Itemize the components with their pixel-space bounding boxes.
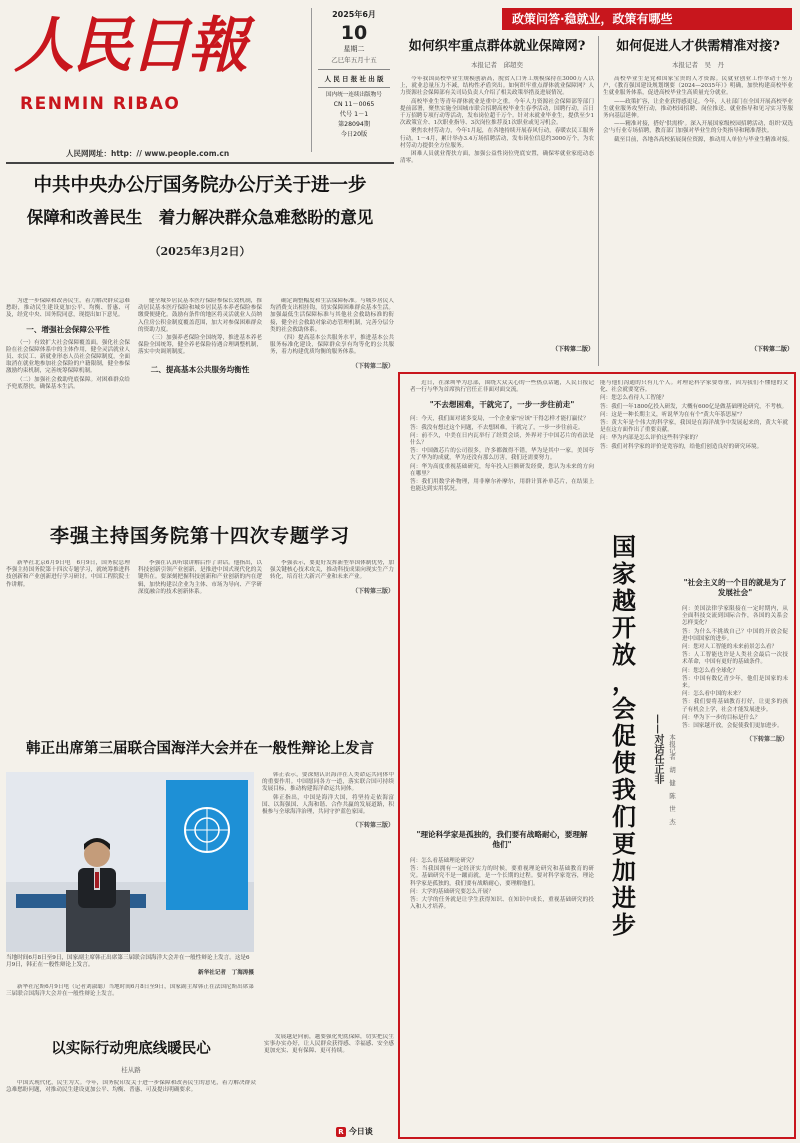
han-caption	[6, 955, 254, 977]
paragraph: 问：怎么看基础理论研究？	[410, 858, 478, 864]
photo-caption: 当地时间6月8日至9日，国家副主席韩正出席第三届联合国海洋大会并在一般性辩论上发言。这是6月9日，韩正在一般性辩论上发言。	[6, 955, 250, 969]
han-col-2	[262, 772, 394, 1026]
paragraph: 答：我们用数学补物理，用非摩尔补摩尔，用群计算补单芯片，在结果上也能达到实用状况。	[410, 479, 594, 493]
policy-banner	[502, 8, 792, 30]
paragraph: 问：美国法律学家限接在一定时期内，从全面科技交流到国际合作，各国的关系会怎样变化？	[682, 606, 788, 627]
today-talk-label: 今日谈	[348, 1127, 373, 1136]
interview-quote-1: "不去想困难，干就完了，一步一步往前走"	[429, 400, 575, 410]
commentary-body	[6, 1080, 256, 1135]
title-char: 促	[612, 722, 636, 750]
policy-left-byline: 本报记者 邱超奕	[471, 61, 523, 69]
post-code: 代号 1－1	[339, 111, 369, 118]
issue-info	[312, 8, 396, 140]
banner-text: 政策问答·稳就业，政策有哪些	[512, 12, 673, 26]
paragraph: （一）有效扩大社会保障覆盖面。强化社会保险在社会保障体系中的主体作用，健全灵活就业人员、农民工、新就业形态人员社会保障制度，全面取消在就业地参加社会保险的户籍限制，健全参保激励约束机制，完善统筹保障机制。	[6, 339, 130, 375]
li-col-1	[6, 560, 130, 720]
paragraph: 答：我们对科学家的评价是宽容的，给他们创造良好的研究环境。	[600, 443, 763, 450]
website-link[interactable]: 人民网网址：http：// www.people.com.cn	[66, 149, 230, 158]
title-char: ，	[612, 668, 636, 696]
interview-title[interactable]	[600, 534, 648, 939]
paragraph: 问：今天，我们面对诸多变局，一个企业家"应该"干得怎样才能打赢仗？	[410, 416, 589, 423]
logo-romanized: RENMIN RIBAO	[20, 94, 181, 114]
policy-article-right	[603, 36, 793, 366]
title-char: 进	[612, 884, 636, 912]
paragraph: ——政策扩容，让企业获得感更足。今年，人社部门在全国开展高校毕业生就业服务攻坚行动，推动校园招聘、岗位推送、就业指导和见习实习等服务向基层延伸。	[603, 98, 793, 120]
issue-weekday: 星期二	[343, 45, 365, 53]
publisher: 人 民 日 报 社 出 版	[324, 75, 384, 83]
title-char: 开	[612, 614, 636, 642]
interview-col-d	[600, 380, 788, 530]
commentary-title[interactable]: 以实际行动兜底线暖民心	[51, 1041, 211, 1057]
interview-col-a	[410, 380, 594, 820]
han-col-1	[6, 984, 254, 1026]
issue-number: 第28094期	[337, 121, 371, 128]
paragraph: 新华社尼斯6月9日电（记者刘淑聪）当地时间6月8日至9日，国家副主席韩正在法国尼斯出席第三届联合国海洋大会并在一般性辩论上发言。	[6, 984, 254, 998]
policy-article-left	[400, 36, 594, 366]
policy-right-title[interactable]: 如何促进人才供需精准对接?	[616, 39, 780, 54]
lead-intro: 为进一步保障和改善民生，着力解决群众急难愁盼，推动民生建设更加公平、均衡、普惠、可及，经党中央、国务院同意，现提出如下意见。	[6, 298, 130, 319]
cn-number: CN 11－0065	[333, 101, 375, 108]
continued-note[interactable]: （下转第三版）	[351, 822, 394, 830]
interview-quote-3: "社会主义的一个目的就是为了发展社会"	[683, 578, 787, 597]
title-char: 越	[612, 587, 636, 615]
interview-box	[398, 372, 796, 1139]
lead-title-line1[interactable]: 中共中央办公厅国务院办公厅关于进一步	[33, 175, 367, 196]
paragraph: 答：大学的任务就是让学生获得知识、在知识中成长，重视基础研究的投入和人才培养。	[410, 897, 594, 911]
title-char: 国	[612, 533, 636, 561]
title-char: 步	[612, 911, 636, 939]
lead-col-3	[270, 298, 394, 508]
paragraph: 聚焦农村劳动力，今年1月起，在各地持续开展春风行动，春暖农民工服务行动。1－4月，累计举办3.4万场招聘活动，发布岗位信息约3000万个，为农村劳动力提供全方位服务。	[400, 128, 594, 149]
title-char: 们	[612, 803, 636, 831]
han-photo	[6, 772, 254, 952]
issue-day: 10	[340, 22, 368, 44]
title-char: 放	[612, 641, 636, 669]
paragraph: 韩正指出，中国是海洋大国，将坚持走依海富国、以海强国、人海和谐、合作共赢的发展道路，积极参与全球海洋治理，共同守护蓝色家园。	[262, 794, 394, 816]
paragraph: 今年我国高校毕业生规模创新高，脱贫人口务工规模保持在3000万人以上，就业总量压力不减，结构性矛盾突出。如何织牢重点群体就业保障网？人力资源社会保障部有关司局负责人介绍了相关政策举措及进展情况。	[400, 76, 594, 97]
paragraph: 答：我没有想过这个问题，不去想困难，干就完了，一步一步往前走。	[410, 424, 584, 431]
title-char: 我	[612, 776, 636, 804]
paragraph: 问：怎么看中国的未来？	[682, 691, 744, 698]
paragraph: 答：国家越开放，会促使我们更加进步。	[682, 723, 783, 730]
title-char: 更	[612, 830, 636, 858]
logo: 人民日報	[14, 11, 246, 81]
paragraph: ——精准对接，搭好'供需桥'。深入开展国家级校园招聘活动，组织'双选会'与行业专场招聘，教育部门加强对毕业生的分类指导和精准帮扶。	[603, 121, 793, 135]
paragraph: 新华社北京6月9日电 6月9日，国务院总理李强主持国务院第十四次专题学习，就统筹推进科技创新和产业创新进行学习研讨。中国工程院院士作讲解。	[6, 560, 130, 588]
li-col-3	[270, 560, 394, 720]
paragraph: 答：我们一年1800亿投入研发，大概有600亿是做基础理论研究，不考核。	[600, 403, 788, 410]
paragraph: 困难人员就业帮扶方面，加强公益性岗位兜底安置，确保零就业家庭动态清零。	[400, 151, 594, 165]
lead-col-2	[138, 298, 262, 508]
interview-subtitle: ——对话任正非	[652, 714, 663, 784]
paragraph: 答：人工智能也许是人类社会最后一次技术革命，中国有更好的基础条件。	[682, 652, 788, 666]
paragraph: 问：华为下一步的目标是什么？	[682, 714, 761, 721]
paragraph: 答：为什么不挑战自己？中国的开放会促进中国国家的进步。	[682, 628, 788, 642]
paragraph: 问：前不久，中美在日内瓦举行了经贸会谈，外界对于中国芯片的看法是什么？	[410, 432, 594, 447]
issue-year-month: 2025年6月	[332, 10, 376, 19]
paragraph: 问：您怎么看待人工智能？	[600, 395, 668, 402]
continued-note[interactable]: （下转第二版）	[745, 736, 788, 744]
continued-note[interactable]: （下转第二版）	[351, 362, 394, 370]
continued-note[interactable]: （下转第二版）	[551, 346, 594, 353]
interview-quote-2: "理论科学家是孤独的，我们要有战略耐心，要理解他们"	[416, 830, 588, 849]
paragraph: 健全城乡居民基本医疗保险参保长效机制，推动居民基本医疗保险和城乡居民基本养老保险参保缴费便捷化。鼓励有条件的地区将灵活就业人员纳入住房公积金制度覆盖范围，加大对参保困难群众的资助力度。	[138, 298, 262, 333]
policy-left-title[interactable]: 如何织牢重点群体就业保障网?	[408, 39, 586, 54]
paragraph: 答：黄大年是个伟大的科学家，我国是在海洋战争中发展起来的，黄大年就是在这方面作出了重要贡献。	[600, 420, 788, 434]
paragraph: 高校毕业生等青年群体就业是重中之重。今年人力资源社会保障部等部门提前部署，聚焦实施全国城市联合招聘高校毕业生春季活动，国聘行动，百日千万招聘专项行动等活动，发布岗位超千万个。针对未就业毕业生，提供至少1次政策宣介、1次职业指导、3次岗位推荐及1次职业或见习机会。	[400, 98, 594, 127]
li-col-2	[138, 560, 262, 720]
lead-col-1	[6, 298, 130, 508]
lead-title-line2[interactable]: 保障和改善民生 着力解决群众急难愁盼的意见	[26, 208, 374, 227]
commentary-byline: 桂从路	[121, 1066, 141, 1074]
title-char: 会	[612, 695, 636, 723]
continued-note[interactable]: （下转第三版）	[351, 587, 394, 595]
paragraph: 截至目前，各地各高校拓展岗位资源，推动用人单位与毕业生精准对接。	[614, 136, 793, 143]
paragraph: 问：您对人工智能的未来前景怎么看？	[682, 644, 778, 651]
today-talk-icon: R	[336, 1127, 346, 1137]
paragraph: 韩正表示，要深刻认识海洋在人类命运共同体中的重要作用。中国愿同各方一道，落实联合国可持续发展目标，推动构建海洋命运共同体。	[262, 772, 394, 793]
title-char: 加	[612, 857, 636, 885]
paragraph: 答：我们要将基础教育打好，让更多的孩子有机会上学，社会才能发展进步。	[682, 699, 788, 713]
han-article	[6, 732, 394, 1028]
paragraph: 问：华为高度重视基础研究，每年投入巨额研发经费，您认为未来的方向在哪里？	[410, 463, 594, 477]
paragraph: 问：您怎么看全球化？	[682, 667, 738, 674]
policy-right-byline: 本报记者 吴 丹	[672, 61, 724, 69]
li-article	[6, 518, 394, 724]
policy-right-body	[603, 76, 793, 344]
title-char: 家	[612, 560, 636, 588]
interview-col-e	[682, 574, 788, 1132]
paragraph: 答：中国有数亿青少年，他们是国家的未来。	[682, 675, 788, 690]
lead-section-1: 一、增强社会保障公平性	[26, 324, 110, 334]
paragraph: 中国式现代化，民生为大。今年，国务院印发关于进一步保障和改善民生的意见，着力解决群众急难愁盼问题，对推动民生建设更加公平、均衡、普惠、可及提出明确要求。	[6, 1080, 256, 1094]
paragraph: 李强表示，要更好发挥新型举国体制优势，加强关键核心技术攻关，推动科技成果向现实生产力转化，培育壮大新兴产业和未来产业。	[270, 560, 394, 581]
masthead	[0, 0, 395, 160]
speaker-photo	[6, 772, 254, 952]
li-title[interactable]: 李强主持国务院第十四次专题学习	[49, 525, 350, 547]
paragraph: （三）加强养老保险全国统筹，推进基本养老保险全国统筹，健全养老保险待遇合理调整机制，落实中央调剂制度。	[138, 335, 262, 356]
issue-lunar: 乙巳年五月十五	[331, 56, 377, 64]
lead-date: （2025年3月2日）	[149, 245, 251, 258]
lead-article	[6, 170, 394, 510]
lead-section-2: 二、提高基本公共服务均衡性	[150, 364, 250, 374]
paragraph: 高校毕业生是党和国家宝贵的人才资源。民就业创业工作举动干至万户，《教育强国建设规划纲要（2024—2035年）》明确，加快构建高校毕业生就业服务体系，促进高校毕业生高质量充分就业。	[603, 76, 793, 97]
han-title[interactable]: 韩正出席第三届联合国海洋大会并在一般性辩论上发言	[26, 741, 374, 757]
policy-left-body	[400, 76, 594, 344]
paragraph: 答：中国做芯片的公司很多，许多都做得不错，华为是其中一家。美国夸大了华为的成就，华为还没有那么厉害，我们还需要努力。	[410, 448, 594, 462]
paragraph: （二）加强社会救助兜底保障。对困难群众给予兜底帮扶，确保基本生活。	[6, 376, 130, 390]
paragraph: 问：这是一种长期主义，听说华为在有个"黄大年茶思屋"？	[600, 411, 745, 418]
paragraph: 确定调整幅度和生活保障标准。与城乡居民人均消费支出相挂钩，切实保障困难群众基本生活。加强最低生活保障标准与其他社会救助标准的衔接，健全社会救助对象动态管理机制，完善分层分类的社会救助体系。	[270, 298, 394, 333]
paragraph: （四）提高基本公共服务水平，推进基本公共服务标准化建设，保障群众享有均等化的公共服务，着力构建优质均衡的服务体系。	[270, 335, 394, 356]
interview-col-c	[410, 826, 594, 1132]
serial-label: 国内统一连续出版物号	[326, 92, 382, 98]
paragraph: 李强在认真听取讲解后作了讲话。他指出，以科技创新引领产业创新，是推进中国式现代化的关键所在。要深刻把握科技创新和产业创新的内在逻辑，加快构建以企业为主体、市场为导向、产学研深度融合的技术创新体系。	[138, 560, 262, 595]
paragraph: 问：大学的基础研究要怎么开展？	[410, 888, 494, 895]
page-count: 今日20版	[340, 131, 368, 138]
paragraph: 能与他们沟通的只有几个人。对理论科学家要尊重，因为我们不懂他的文化、社会就要宽容。	[600, 380, 788, 394]
paragraph: 答：当我国拥有一定经济实力的时候，要重视理论研究和基础教育的研究。基础研究不是一蹴而就，是一个长期的过程。要对科学家宽容，理论科学家是孤独的，我们要有战略耐心，要理解他们。	[410, 866, 594, 887]
commentary-col-2	[264, 1034, 394, 1126]
interview-byline: 本报记者 胡 健 陈 世 杰	[668, 734, 676, 825]
continued-note[interactable]: （下转第二版）	[750, 346, 793, 353]
photo-credit: 新华社记者 丁海涛摄	[198, 969, 254, 976]
paragraph: 发展越是向前，越要强化兜底保障，切实把民生实事办实办好，让人民群众获得感、幸福感、安全感更加充实、更有保障、更可持续。	[264, 1034, 394, 1055]
title-char: 使	[612, 749, 636, 777]
paragraph: 近日，在深圳华为总部，围绕大众关心的一些热点话题，人民日报记者一行与华为首席执行官任正非面对面交流。	[410, 380, 594, 394]
paragraph: 问：华为内部是怎么评价这些科学家的？	[600, 435, 701, 442]
today-talk-badge[interactable]	[336, 1126, 373, 1137]
commentary-article	[6, 1034, 394, 1139]
